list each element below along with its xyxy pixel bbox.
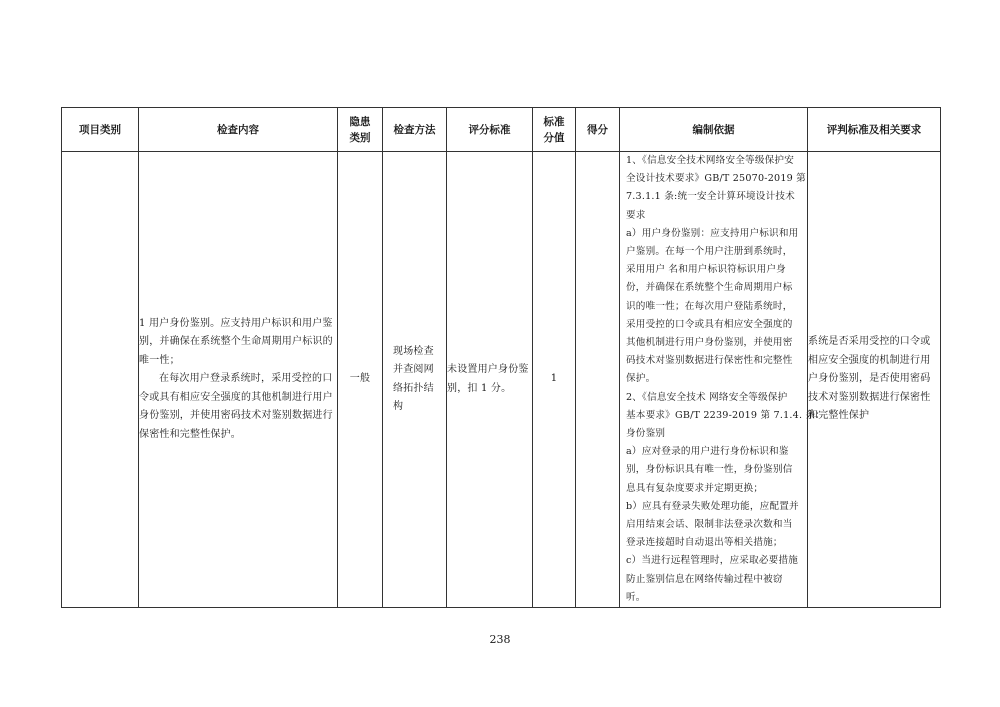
header-hazard-line2: 类别 (349, 131, 371, 144)
basis-line: 息具有复杂度要求并定期更换； (626, 482, 764, 494)
basis-line: 要求 (626, 209, 646, 221)
header-scoring: 评分标准 (447, 108, 533, 152)
basis-line: 户鉴别。在每一个用户注册到系统时， (626, 246, 793, 258)
header-hazard-line1: 隐患 (349, 115, 371, 128)
basis-line: 采用用户 名和用户标识符标识用户身 (626, 264, 786, 276)
cell-judgment: 系统是否采用受控的口令或相应安全强度的机制进行用户身份鉴别，是否使用密码技术对鉴别数据进行保密性和完整性保护 (808, 152, 941, 608)
basis-line: 登录连接超时自动退出等相关措施； (626, 537, 783, 549)
table-row (62, 152, 941, 608)
header-basis: 编制依据 (620, 108, 808, 152)
basis-line: 码技术对鉴别数据进行保密性和完整性 (626, 355, 793, 367)
cell-hazard: 一般 (338, 152, 383, 608)
header-method: 检查方法 (383, 108, 447, 152)
basis-line: 2、《信息安全技术 网络安全等级保护 (626, 391, 788, 403)
basis-line: 1、《信息安全技术网络安全等级保护安 (626, 155, 794, 166)
cell-category (62, 152, 139, 608)
table-header-row (62, 108, 941, 152)
basis-line: 别，身份标识具有唯一性，身份鉴别信 (626, 464, 793, 476)
header-judgment: 评判标准及相关要求 (808, 108, 941, 152)
basis-line: a）应对登录的用户进行身份标识和鉴 (626, 446, 789, 458)
cell-standard-score: 1 (533, 152, 576, 608)
header-category: 项目类别 (62, 108, 139, 152)
cell-score (576, 152, 620, 608)
basis-line: 基本要求》GB/T 2239-2019 第 7.1.4. 条： (626, 409, 826, 421)
basis-line: 启用结束会话、限制非法登录次数和当 (626, 519, 793, 531)
cell-content (139, 152, 338, 608)
basis-line: 防止鉴别信息在网络传输过程中被窃 (626, 573, 783, 585)
basis-line: a）用户身份鉴别：应支持用户标识和用 (626, 227, 799, 239)
basis-line: 其他机制进行用户身份鉴别，并使用密 (626, 337, 793, 349)
content-paragraph-1: 1 用户身份鉴别。应支持用户标识和用户鉴别，并确保在系统整个生命周期用户标识的唯一性； (139, 317, 333, 366)
basis-line: 身份鉴别 (626, 428, 666, 440)
inspection-table (61, 107, 941, 608)
basis-line: 全设计技术要求》GB/T 25070-2019 第 (626, 173, 806, 185)
content-paragraph-2: 在每次用户登录系统时，采用受控的口令或具有相应安全强度的其他机制进行用户身份鉴别，并使用密码技术对鉴别数据进行保密性和完整性保护。 (139, 373, 333, 440)
basis-line: 7.3.1.1 条:统一安全计算环境设计技术 (626, 191, 795, 203)
basis-line: 保护。 (626, 373, 656, 385)
header-hazard (338, 108, 383, 152)
basis-line: 份，并确保在系统整个生命周期用户标 (626, 282, 793, 294)
header-standard-score-line2: 分值 (543, 131, 565, 144)
basis-line: 听。 (626, 591, 646, 603)
header-content: 检查内容 (139, 108, 338, 152)
header-score: 得分 (576, 108, 620, 152)
page-number: 238 (489, 633, 511, 646)
basis-line: 识的唯一性；在每次用户登陆系统时， (626, 300, 793, 312)
cell-method: 现场检查并查阅网络拓扑结构 (383, 152, 447, 608)
cell-basis (620, 152, 826, 608)
basis-line: b）应具有登录失败处理功能，应配置并 (626, 500, 799, 512)
header-standard-score (533, 108, 576, 152)
basis-line: 采用受控的口令或具有相应安全强度的 (626, 318, 793, 330)
header-standard-score-line1: 标准 (543, 115, 565, 128)
basis-line: c）当进行远程管理时，应采取必要措施 (626, 555, 799, 567)
cell-scoring: 未设置用户身份鉴别，扣 1 分。 (447, 152, 533, 608)
